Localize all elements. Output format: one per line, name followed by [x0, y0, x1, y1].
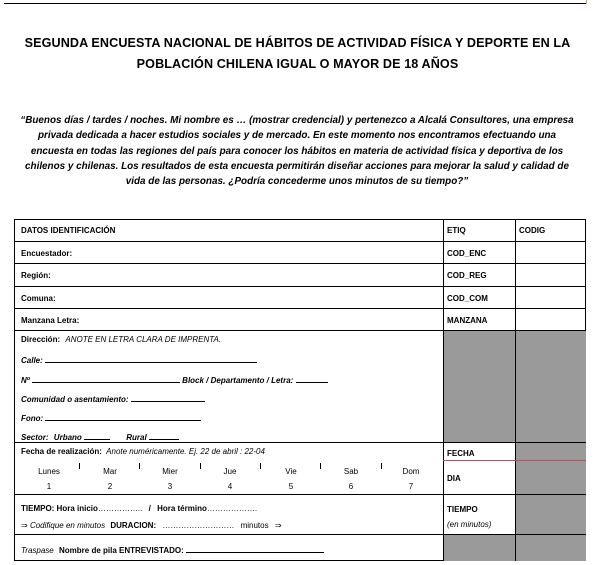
intro-line: encuesta en todas las regiones del país para conocer los hábitos en materia de actividad física y deportiva de los	[30, 145, 564, 157]
tiempo-line	[21, 504, 257, 513]
intro-line: privada dedicada a hacer estudios sociales y de mercado. En este momento nos encontramos efectuando una	[37, 130, 557, 142]
comuna-label: Comuna:	[21, 294, 56, 303]
codifique-label: Codifique en minutos	[29, 521, 106, 530]
day-name-sab: Sab	[343, 467, 359, 476]
row-divider	[15, 308, 586, 309]
tiempo-label: TIEMPO: Hora inicio	[21, 504, 98, 513]
region-label: Región:	[21, 271, 51, 280]
day-name-dom: Dom	[402, 467, 420, 476]
urbano-label: Urbano	[53, 433, 82, 442]
day-tick	[200, 463, 201, 469]
day-code-2[interactable]: 2	[107, 482, 113, 491]
header-codig: CODIG	[519, 226, 546, 235]
nombre-blank[interactable]	[186, 544, 324, 553]
day-code-6[interactable]: 6	[348, 482, 354, 491]
numero-label: Nº	[21, 376, 30, 385]
sector-line	[21, 431, 179, 442]
calle-label: Calle:	[21, 356, 43, 365]
traspase-line	[21, 544, 324, 555]
day-tick	[79, 463, 80, 469]
intro-line: vida de las personas. ¿Podría concederme unos minutos de su tiempo?”	[125, 176, 469, 188]
identification-form	[14, 219, 586, 561]
nombre-label: Nombre de pila ENTREVISTADO:	[59, 546, 184, 555]
block-label: Block / Departamento / Letra:	[182, 376, 294, 385]
tiempo-code-sub: (en minutos)	[447, 520, 492, 529]
hora-termino-label: Hora término	[157, 504, 207, 513]
top-rule	[4, 3, 586, 4]
fecha-label: Fecha de realización:	[21, 447, 102, 456]
row-divider	[15, 330, 586, 331]
direccion-line	[21, 335, 221, 344]
row-divider	[15, 442, 586, 443]
duracion-line	[21, 521, 282, 530]
tiempo-code: TIEMPO	[447, 505, 478, 514]
fono-blank[interactable]	[45, 412, 201, 421]
hora-termino-blank[interactable]: ……………….	[206, 504, 258, 513]
divider-codig	[515, 220, 516, 561]
encuestador-code: COD_ENC	[447, 249, 487, 258]
header-etiq: ETIQ	[447, 226, 466, 235]
day-name-jue: Jue	[223, 467, 237, 476]
day-tick	[139, 463, 140, 469]
fecha-red-line	[443, 460, 586, 461]
header-section: DATOS IDENTIFICACIÓN	[21, 226, 116, 235]
block-blank[interactable]	[296, 374, 328, 383]
fono-label: Fono:	[21, 414, 44, 423]
rural-label: Rural	[126, 433, 147, 442]
comunidad-line	[21, 393, 205, 404]
calle-line	[21, 354, 257, 365]
comuna-code: COD_COM	[447, 294, 488, 303]
direccion-label: Dirección:	[21, 335, 61, 344]
comunidad-label: Comunidad o asentamiento:	[21, 395, 129, 404]
tiempo-slash: /	[148, 504, 151, 513]
row-divider	[15, 263, 586, 264]
fecha-line	[21, 447, 265, 456]
manzana-label: Manzana Letra:	[21, 316, 80, 325]
day-name-vie: Vie	[285, 467, 297, 476]
row-divider	[15, 241, 586, 242]
region-code: COD_REG	[447, 271, 487, 280]
intro-paragraph	[8, 113, 586, 189]
encuestador-label: Encuestador:	[21, 249, 73, 258]
fono-line	[21, 412, 201, 423]
gray-cell-tiempo	[515, 494, 586, 534]
hora-inicio-blank[interactable]: ……………..	[97, 504, 143, 513]
day-name-mier: Mier	[162, 467, 178, 476]
day-code-1[interactable]: 1	[46, 482, 52, 491]
dia-code: DIA	[447, 474, 461, 483]
row-divider	[15, 494, 586, 495]
traspase-label: Traspase	[21, 546, 54, 555]
fecha-code: FECHA	[447, 449, 475, 458]
day-name-mar: Mar	[103, 467, 117, 476]
day-tick	[260, 463, 261, 469]
day-tick	[381, 463, 382, 469]
intro-line: “Buenos días / tardes / noches. Mi nombre es … (mostrar credencial) y pertenezco a Alcalá Consultores, una empresa	[20, 115, 574, 126]
numero-blank[interactable]	[32, 374, 180, 383]
day-name-lunes: Lunes	[38, 467, 60, 476]
day-code-4[interactable]: 4	[227, 482, 233, 491]
duracion-blank[interactable]: ………………………	[162, 521, 235, 530]
survey-title-line2: POBLACIÓN CHILENA IGUAL O MAYOR DE 18 AÑOS	[136, 57, 459, 71]
calle-blank[interactable]	[45, 354, 257, 363]
day-code-5[interactable]: 5	[288, 482, 294, 491]
divider-etiq	[443, 220, 444, 561]
urbano-blank[interactable]	[84, 431, 110, 440]
day-code-3[interactable]: 3	[167, 482, 173, 491]
direccion-instruction: ANOTE EN LETRA CLARA DE IMPRENTA.	[65, 335, 222, 344]
row-divider	[15, 286, 586, 287]
corner-mark	[586, 0, 587, 4]
minutos-label: minutos	[240, 521, 269, 530]
comunidad-blank[interactable]	[131, 393, 205, 402]
fecha-instruction: Anote numéricamente. Ej. 22 de abril : 22-04	[106, 447, 265, 456]
arrow-icon: ⇒	[274, 521, 282, 530]
survey-title-line1: SEGUNDA ENCUESTA NACIONAL DE HÁBITOS DE ACTIVIDAD FÍSICA Y DEPORTE EN LA	[24, 36, 571, 50]
duracion-label: DURACION:	[110, 521, 157, 530]
row-divider	[15, 534, 586, 535]
day-code-7[interactable]: 7	[408, 482, 414, 491]
gray-cell-fecha	[515, 442, 586, 494]
arrow-icon: ⇒	[21, 521, 28, 530]
rural-blank[interactable]	[149, 431, 179, 440]
intro-line: chilenos y chilenas. Los resultados de esta encuesta permitirán diseñar acciones para mejorar la salud y calidad de	[25, 160, 569, 172]
day-tick	[320, 463, 321, 469]
sector-label: Sector:	[21, 433, 49, 442]
manzana-code: MANZANA	[447, 316, 488, 325]
numero-line	[21, 374, 328, 385]
